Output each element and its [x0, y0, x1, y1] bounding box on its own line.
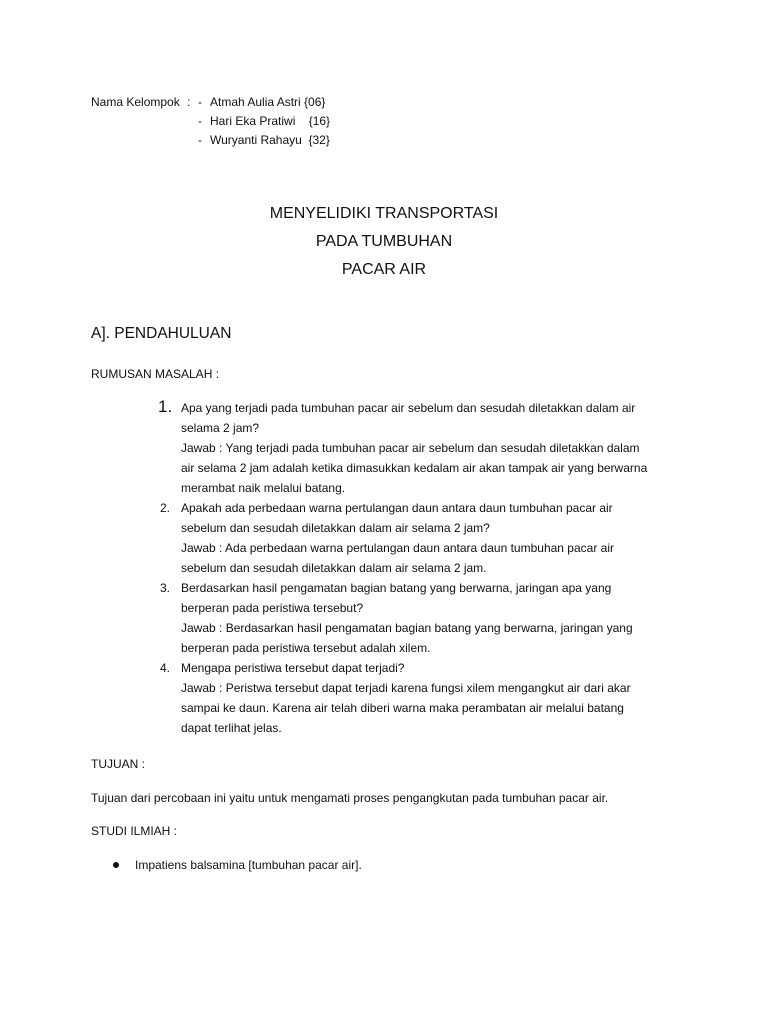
answer-line: Jawab : Peristwa tersebut dapat terjadi karena fungsi xilem mengangkut air dari akar	[181, 681, 631, 695]
problem-list	[160, 398, 680, 738]
group-member-name: Wuryanti Rahayu {32}	[210, 133, 330, 147]
answer-line: sebelum dan sesudah diletakkan dalam air selama 2 jam.	[181, 561, 487, 575]
question-line: berperan pada peristiwa tersebut?	[181, 601, 364, 615]
group-member: - Hari Eka Pratiwi {16}	[198, 114, 331, 128]
rumusan-masalah-heading: RUMUSAN MASALAH :	[91, 367, 220, 381]
question-line: Mengapa peristiwa tersebut dapat terjadi?	[181, 661, 405, 675]
studi-ilmiah-list	[113, 855, 362, 875]
answer-line: Jawab : Ada perbedaan warna pertulangan daun antara daun tumbuhan pacar air	[181, 541, 614, 555]
question-line: selama 2 jam?	[181, 421, 260, 435]
answer-line: Jawab : Yang terjadi pada tumbuhan pacar air sebelum dan sesudah diletakkan dalam	[181, 441, 640, 455]
section-heading: A]. PENDAHULUAN	[91, 325, 232, 342]
group-label-separator: :	[187, 95, 191, 109]
group-member-list	[198, 92, 398, 149]
title-line-3: PACAR AIR	[341, 261, 427, 278]
document-title	[0, 200, 768, 284]
group-member: - Wuryanti Rahayu {32}	[198, 133, 330, 147]
studi-ilmiah-heading: STUDI ILMIAH :	[91, 824, 178, 838]
answer-line: air selama 2 jam adalah ketika dimasukkan kedalam air akan tampak air yang berwarna	[181, 461, 648, 475]
tujuan-text: Tujuan dari percobaan ini yaitu untuk mengamati proses pengangkutan pada tumbuhan pacar air.	[91, 791, 609, 805]
problem-number: 2.	[160, 501, 171, 515]
bullet-icon	[113, 862, 119, 868]
title-line-1: MENYELIDIKI TRANSPORTASI	[269, 205, 499, 222]
question-line: sebelum dan sesudah diletakkan dalam air selama 2 jam?	[181, 521, 490, 535]
answer-line: sampai ke daun. Karena air telah diberi warna maka perambatan air melalui batang	[181, 701, 624, 715]
question-line: Apa yang terjadi pada tumbuhan pacar air sebelum dan sesudah diletakkan dalam air	[181, 401, 636, 415]
problem-item	[160, 498, 680, 578]
tujuan-heading: TUJUAN :	[91, 757, 145, 771]
problem-item	[160, 578, 680, 658]
question-line: Apakah ada perbedaan warna pertulangan daun antara daun tumbuhan pacar air	[181, 501, 613, 515]
group-label-text: Nama Kelompok	[91, 95, 180, 109]
group-label	[91, 92, 190, 112]
problem-number: 4.	[160, 661, 171, 675]
group-member-name: Hari Eka Pratiwi {16}	[210, 114, 331, 128]
answer-line: merambat naik melalui batang.	[181, 481, 346, 495]
group-member: - Atmah Aulia Astri {06}	[198, 95, 326, 109]
answer-line: dapat terlihat jelas.	[181, 721, 282, 735]
problem-item	[160, 398, 680, 498]
problem-number: 1.	[158, 397, 173, 416]
question-line: Berdasarkan hasil pengamatan bagian batang yang berwarna, jaringan apa yang	[181, 581, 612, 595]
problem-number: 3.	[160, 581, 171, 595]
title-line-2: PADA TUMBUHAN	[315, 233, 453, 250]
studi-ilmiah-text: Impatiens balsamina [tumbuhan pacar air].	[135, 858, 362, 872]
answer-line: berperan pada peristiwa tersebut adalah xilem.	[181, 641, 431, 655]
problem-item	[160, 658, 680, 738]
answer-line: Jawab : Berdasarkan hasil pengamatan bagian batang yang berwarna, jaringan yang	[181, 621, 633, 635]
group-member-name: Atmah Aulia Astri {06}	[210, 95, 326, 109]
studi-ilmiah-item	[113, 855, 362, 875]
